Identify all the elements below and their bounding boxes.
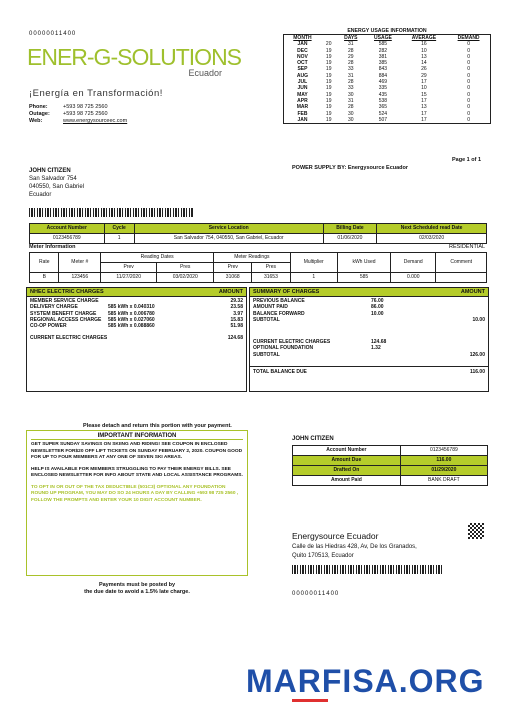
web-link[interactable]: www.energysourceec.com xyxy=(63,118,128,124)
watermark-underline xyxy=(292,699,328,702)
usage-header: DAYS xyxy=(344,35,358,41)
account-header: Account Number xyxy=(30,224,105,234)
usage-cell: 0 xyxy=(467,85,470,92)
account-table xyxy=(29,223,487,244)
usage-cell: 30 xyxy=(348,110,354,117)
contact-phone: Phone: +593 98 725 2560 xyxy=(29,104,108,110)
important-info xyxy=(26,430,248,576)
usage-cell: 13 xyxy=(421,53,427,60)
meter-cell: 03/02/2020 xyxy=(157,273,214,283)
remit-address: Calle de las Hiedras 428, Av, De los Granados, Quito 170513, Ecuador xyxy=(292,544,417,559)
usage-header: MONTH xyxy=(293,35,312,41)
usage-cell: 282 xyxy=(378,47,388,54)
meter-subheader: Prev xyxy=(101,263,157,273)
meter-header: Reading Dates xyxy=(101,253,214,263)
stub-value: 116.00 xyxy=(400,456,487,466)
usage-cell: 26 xyxy=(421,66,427,73)
usage-cell: 15 xyxy=(421,91,427,98)
info-paragraph: GET SUPER SUNDAY SAVINGS ON SKIING AND RIDING! SEE COUPON IN ENCLOSED NEWSLETTER FOR$20 OFF LIFT TICKETS ON SUNDAY FEBRUARY 2, 2020. COUPON GOOD FOR UP TO FOUR MEMBERS AT ANY ONE OF SEVEN SKI AREAS. xyxy=(31,442,243,460)
usage-cell: 19 xyxy=(325,85,332,92)
usage-cell: 31 xyxy=(348,97,354,104)
meter-header: Multiplier xyxy=(290,253,337,273)
account-header: Service Location xyxy=(134,224,323,234)
usage-cell: 0 xyxy=(467,47,470,54)
top-code: 00000011400 xyxy=(29,31,77,37)
usage-cell: 28 xyxy=(348,60,354,67)
logo-text: ENER-G-SOLUTIONS xyxy=(27,44,242,70)
usage-cell: 469 xyxy=(378,79,388,86)
remit-name: Energysource Ecuador xyxy=(292,531,379,541)
usage-cell: JUN xyxy=(297,85,308,92)
usage-title: ENERGY USAGE INFORMATION xyxy=(347,28,427,34)
watermark: MARFISA.ORG xyxy=(246,663,485,699)
address-line: 040550, San Gabriel xyxy=(29,184,85,190)
meter-cell: 123456 xyxy=(59,273,101,283)
usage-cell: 17 xyxy=(421,97,427,104)
meter-header: Demand xyxy=(391,253,436,273)
usage-cell: 31 xyxy=(348,72,354,79)
meter-cell: 585 xyxy=(337,273,390,283)
meter-cell: 1 xyxy=(290,273,337,283)
usage-cell: JUL xyxy=(297,79,308,86)
usage-cell: 19 xyxy=(325,53,332,60)
usage-cell: DEC xyxy=(297,47,308,54)
usage-cell: 0 xyxy=(467,91,470,98)
usage-header: DEMAND xyxy=(457,35,480,41)
meter-cell: 11/27/2020 xyxy=(101,273,157,283)
meter-header: kWh Used xyxy=(337,253,390,273)
usage-cell: 10 xyxy=(421,85,427,92)
page-number: Page 1 of 1 xyxy=(452,157,482,163)
summary-row: CURRENT ELECTRIC CHARGES 124.68 xyxy=(253,339,387,346)
payment-note: Payments must be posted by the due date to avoid a 1.5% late charge. xyxy=(84,582,190,595)
meter-header: Comment xyxy=(436,253,487,273)
usage-header: AVERAGE xyxy=(411,35,437,41)
summary-row: OPTIONAL FOUNDATION 1.32 xyxy=(253,345,381,352)
summary-row: BALANCE FORWARD 10.00 xyxy=(253,310,384,317)
usage-cell: 17 xyxy=(421,116,427,123)
usage-cell: OCT xyxy=(297,60,308,67)
account-header: Billing Date xyxy=(323,224,377,234)
usage-cell: 10 xyxy=(421,47,427,54)
usage-cell: MAY xyxy=(297,91,308,98)
payment-stub xyxy=(292,445,488,486)
summary-row: SUBTOTAL 10.00 xyxy=(253,316,485,323)
usage-cell: FEB xyxy=(297,110,308,117)
bottom-code: 00000011400 xyxy=(292,591,340,597)
logo-country: Ecuador xyxy=(188,68,222,78)
meter-cell xyxy=(436,273,487,283)
customer-address xyxy=(29,167,84,199)
usage-cell: 19 xyxy=(325,116,332,123)
meter-header: Meter # xyxy=(59,253,101,273)
company-logo xyxy=(27,44,242,78)
contact-block xyxy=(29,104,127,125)
summary-amount-label: AMOUNT xyxy=(460,289,485,295)
usage-cell: 538 xyxy=(378,97,388,104)
usage-cell: 19 xyxy=(325,66,332,73)
meter-subheader: Pres xyxy=(252,263,290,273)
usage-cell: APR xyxy=(297,97,308,104)
info-optin: TO OPT IN OR OUT OF THE TAX DEDUCTIBLE (501C3) OPTIONAL ANY FOUNDATION ROUND UP PROGRAM, YOU MAY DO SO 24 HOURS A DAY BY CALLING +593 98 725 2560 , FOLLOW THE PROMPTS AND ENTER YOUR 10 DIGIT ACCOUNT NUMBER. xyxy=(31,484,239,503)
usage-cell: SEP xyxy=(297,66,308,73)
stub-label: Amount Due xyxy=(293,456,401,466)
usage-cell: 29 xyxy=(348,53,354,60)
usage-cell: 30 xyxy=(348,116,354,123)
charge-row: DELIVERY CHARGE 585 kWh x 0.040310 23.58 xyxy=(30,304,243,311)
stub-label: Drafted On xyxy=(293,466,401,476)
current-charges-row: CURRENT ELECTRIC CHARGES 124.68 xyxy=(30,335,243,342)
summary-row: PREVIOUS BALANCE 76.00 xyxy=(253,298,384,304)
usage-cell: 19 xyxy=(325,60,332,67)
usage-cell: 17 xyxy=(421,110,427,117)
cycle: 1 xyxy=(104,234,134,244)
usage-cell: 31 xyxy=(348,41,354,48)
usage-cell: 16 xyxy=(421,41,427,48)
usage-cell: JAN xyxy=(297,116,308,123)
meter-cell: B xyxy=(30,273,59,283)
info-paragraph: HELP IS AVAILABLE FOR MEMBERS STRUGGLING TO PAY THEIR ENERGY BILLS. SEE ENCLOSED NEWSLETTER FOR INFO ABOUT STATE AND LOCAL ASSISTANCE PROGRAMS. xyxy=(31,466,243,478)
usage-cell: 17 xyxy=(421,79,427,86)
service-location: San Salvador 754, 040550, San Gabriel, Ecuador xyxy=(134,234,323,244)
meter-header: Rate xyxy=(30,253,59,273)
usage-cell: 19 xyxy=(325,104,332,111)
stub-value: 0123456789 xyxy=(400,446,487,456)
stub-label: Amount Paid xyxy=(293,476,401,486)
stub-value: BANK DRAFT xyxy=(400,476,487,486)
info-title: IMPORTANT INFORMATION xyxy=(31,433,243,440)
charge-row: REGIONAL ACCESS CHARGE 585 kWh x 0.027060 15.83 xyxy=(30,316,243,323)
usage-cell: 19 xyxy=(325,97,332,104)
summary-of-charges xyxy=(249,287,489,392)
stub-name: JOHN CITIZEN xyxy=(292,436,334,442)
usage-cell: 0 xyxy=(467,116,470,123)
meter-table xyxy=(29,252,487,283)
usage-cell: 524 xyxy=(378,110,388,117)
meter-subheader: Pres xyxy=(157,263,214,273)
usage-cell: 0 xyxy=(467,110,470,117)
contact-outage: Outage: +593 98 725 2560 xyxy=(29,111,108,117)
usage-cell: 884 xyxy=(378,72,388,79)
usage-cell: MAR xyxy=(296,104,309,111)
usage-cell: 843 xyxy=(378,66,388,73)
account-header: Next Scheduled read Date xyxy=(377,224,487,234)
usage-cell: 33 xyxy=(348,85,354,92)
usage-cell: 30 xyxy=(348,91,354,98)
usage-cell: 0 xyxy=(467,72,470,79)
meter-cell: 0.000 xyxy=(391,273,436,283)
usage-cell: 28 xyxy=(348,79,354,86)
account-header: Cycle xyxy=(104,224,134,234)
postal-barcode xyxy=(29,208,194,217)
usage-cell: 29 xyxy=(421,72,427,79)
remit-barcode xyxy=(292,565,442,574)
usage-cell: 335 xyxy=(378,85,388,92)
address-line: Ecuador xyxy=(29,192,52,198)
usage-cell: 365 xyxy=(378,104,388,111)
usage-cell: 585 xyxy=(378,41,388,48)
charge-row: CO-OP POWER 585 kWh x 0.088860 51.98 xyxy=(30,323,243,330)
usage-cell: 20 xyxy=(325,41,332,48)
usage-cell: 0 xyxy=(467,97,470,104)
summary-row: AMOUNT PAID 86.00 xyxy=(253,304,384,311)
electric-charges xyxy=(26,287,247,392)
usage-cell: 0 xyxy=(467,41,470,48)
usage-cell: 381 xyxy=(378,53,388,60)
usage-cell: 507 xyxy=(378,116,388,123)
residential-label: RESIDENTIAL xyxy=(449,244,486,250)
usage-cell: 0 xyxy=(467,66,470,73)
usage-cell: 19 xyxy=(325,79,332,86)
usage-cell: 0 xyxy=(467,104,470,111)
stub-label: Account Number xyxy=(293,446,401,456)
usage-cell: 33 xyxy=(348,66,354,73)
meter-cell: 31068 xyxy=(214,273,252,283)
meter-info-label: Meter Information xyxy=(29,244,76,250)
usage-cell: NOV xyxy=(297,53,308,60)
usage-cell: 28 xyxy=(348,104,354,111)
summary-row: SUBTOTAL 126.00 xyxy=(253,351,485,358)
address-line: San Salvador 754 xyxy=(29,176,77,182)
usage-cell: 19 xyxy=(325,47,332,54)
usage-cell: JAN xyxy=(297,41,308,48)
usage-cell: 28 xyxy=(348,47,354,54)
usage-cell: 13 xyxy=(421,104,427,111)
meter-header: Meter Readings xyxy=(214,253,290,263)
usage-row xyxy=(284,117,491,124)
charge-row: MEMBER SERVICE CHARGE 29.32 xyxy=(30,298,243,304)
charge-row: SYSTEM BENEFIT CHARGE 585 kWh x 0.006780 3.97 xyxy=(30,310,243,317)
billing-date: 01/06/2020 xyxy=(323,234,377,244)
charges-title: NHEC ELECTRIC CHARGES xyxy=(30,289,104,295)
usage-cell: 14 xyxy=(421,60,427,67)
usage-cell: 19 xyxy=(325,110,332,117)
usage-cell: AUG xyxy=(296,72,308,79)
detach-note: Please detach and return this portion with your payment. xyxy=(83,423,232,429)
qr-code-icon xyxy=(468,523,484,539)
next-read-date: 02/03/2020 xyxy=(377,234,487,244)
tagline: ¡Energía en Transformación! xyxy=(29,88,163,99)
total-balance-row: TOTAL BALANCE DUE 116.00 xyxy=(250,366,488,375)
contact-web: Web: www.energysourceec.com xyxy=(29,118,128,124)
supplier: POWER SUPPLY BY: Energysource Ecuador xyxy=(292,165,409,171)
usage-cell: 19 xyxy=(325,91,332,98)
customer-name: JOHN CITIZEN xyxy=(29,168,71,174)
stub-value: 01/29/2020 xyxy=(400,466,487,476)
usage-cell: 0 xyxy=(467,60,470,67)
meter-cell: 31653 xyxy=(252,273,290,283)
summary-title: SUMMARY OF CHARGES xyxy=(253,289,320,295)
charges-amount-label: AMOUNT xyxy=(218,289,243,295)
usage-table xyxy=(283,27,491,124)
account-number: 0123456789 xyxy=(30,234,105,244)
usage-cell: 0 xyxy=(467,79,470,86)
usage-cell: 385 xyxy=(378,60,388,67)
usage-header: USAGE xyxy=(374,35,392,41)
meter-subheader: Prev xyxy=(214,263,252,273)
usage-cell: 19 xyxy=(325,72,332,79)
usage-cell: 435 xyxy=(378,91,388,98)
usage-cell: 0 xyxy=(467,53,470,60)
